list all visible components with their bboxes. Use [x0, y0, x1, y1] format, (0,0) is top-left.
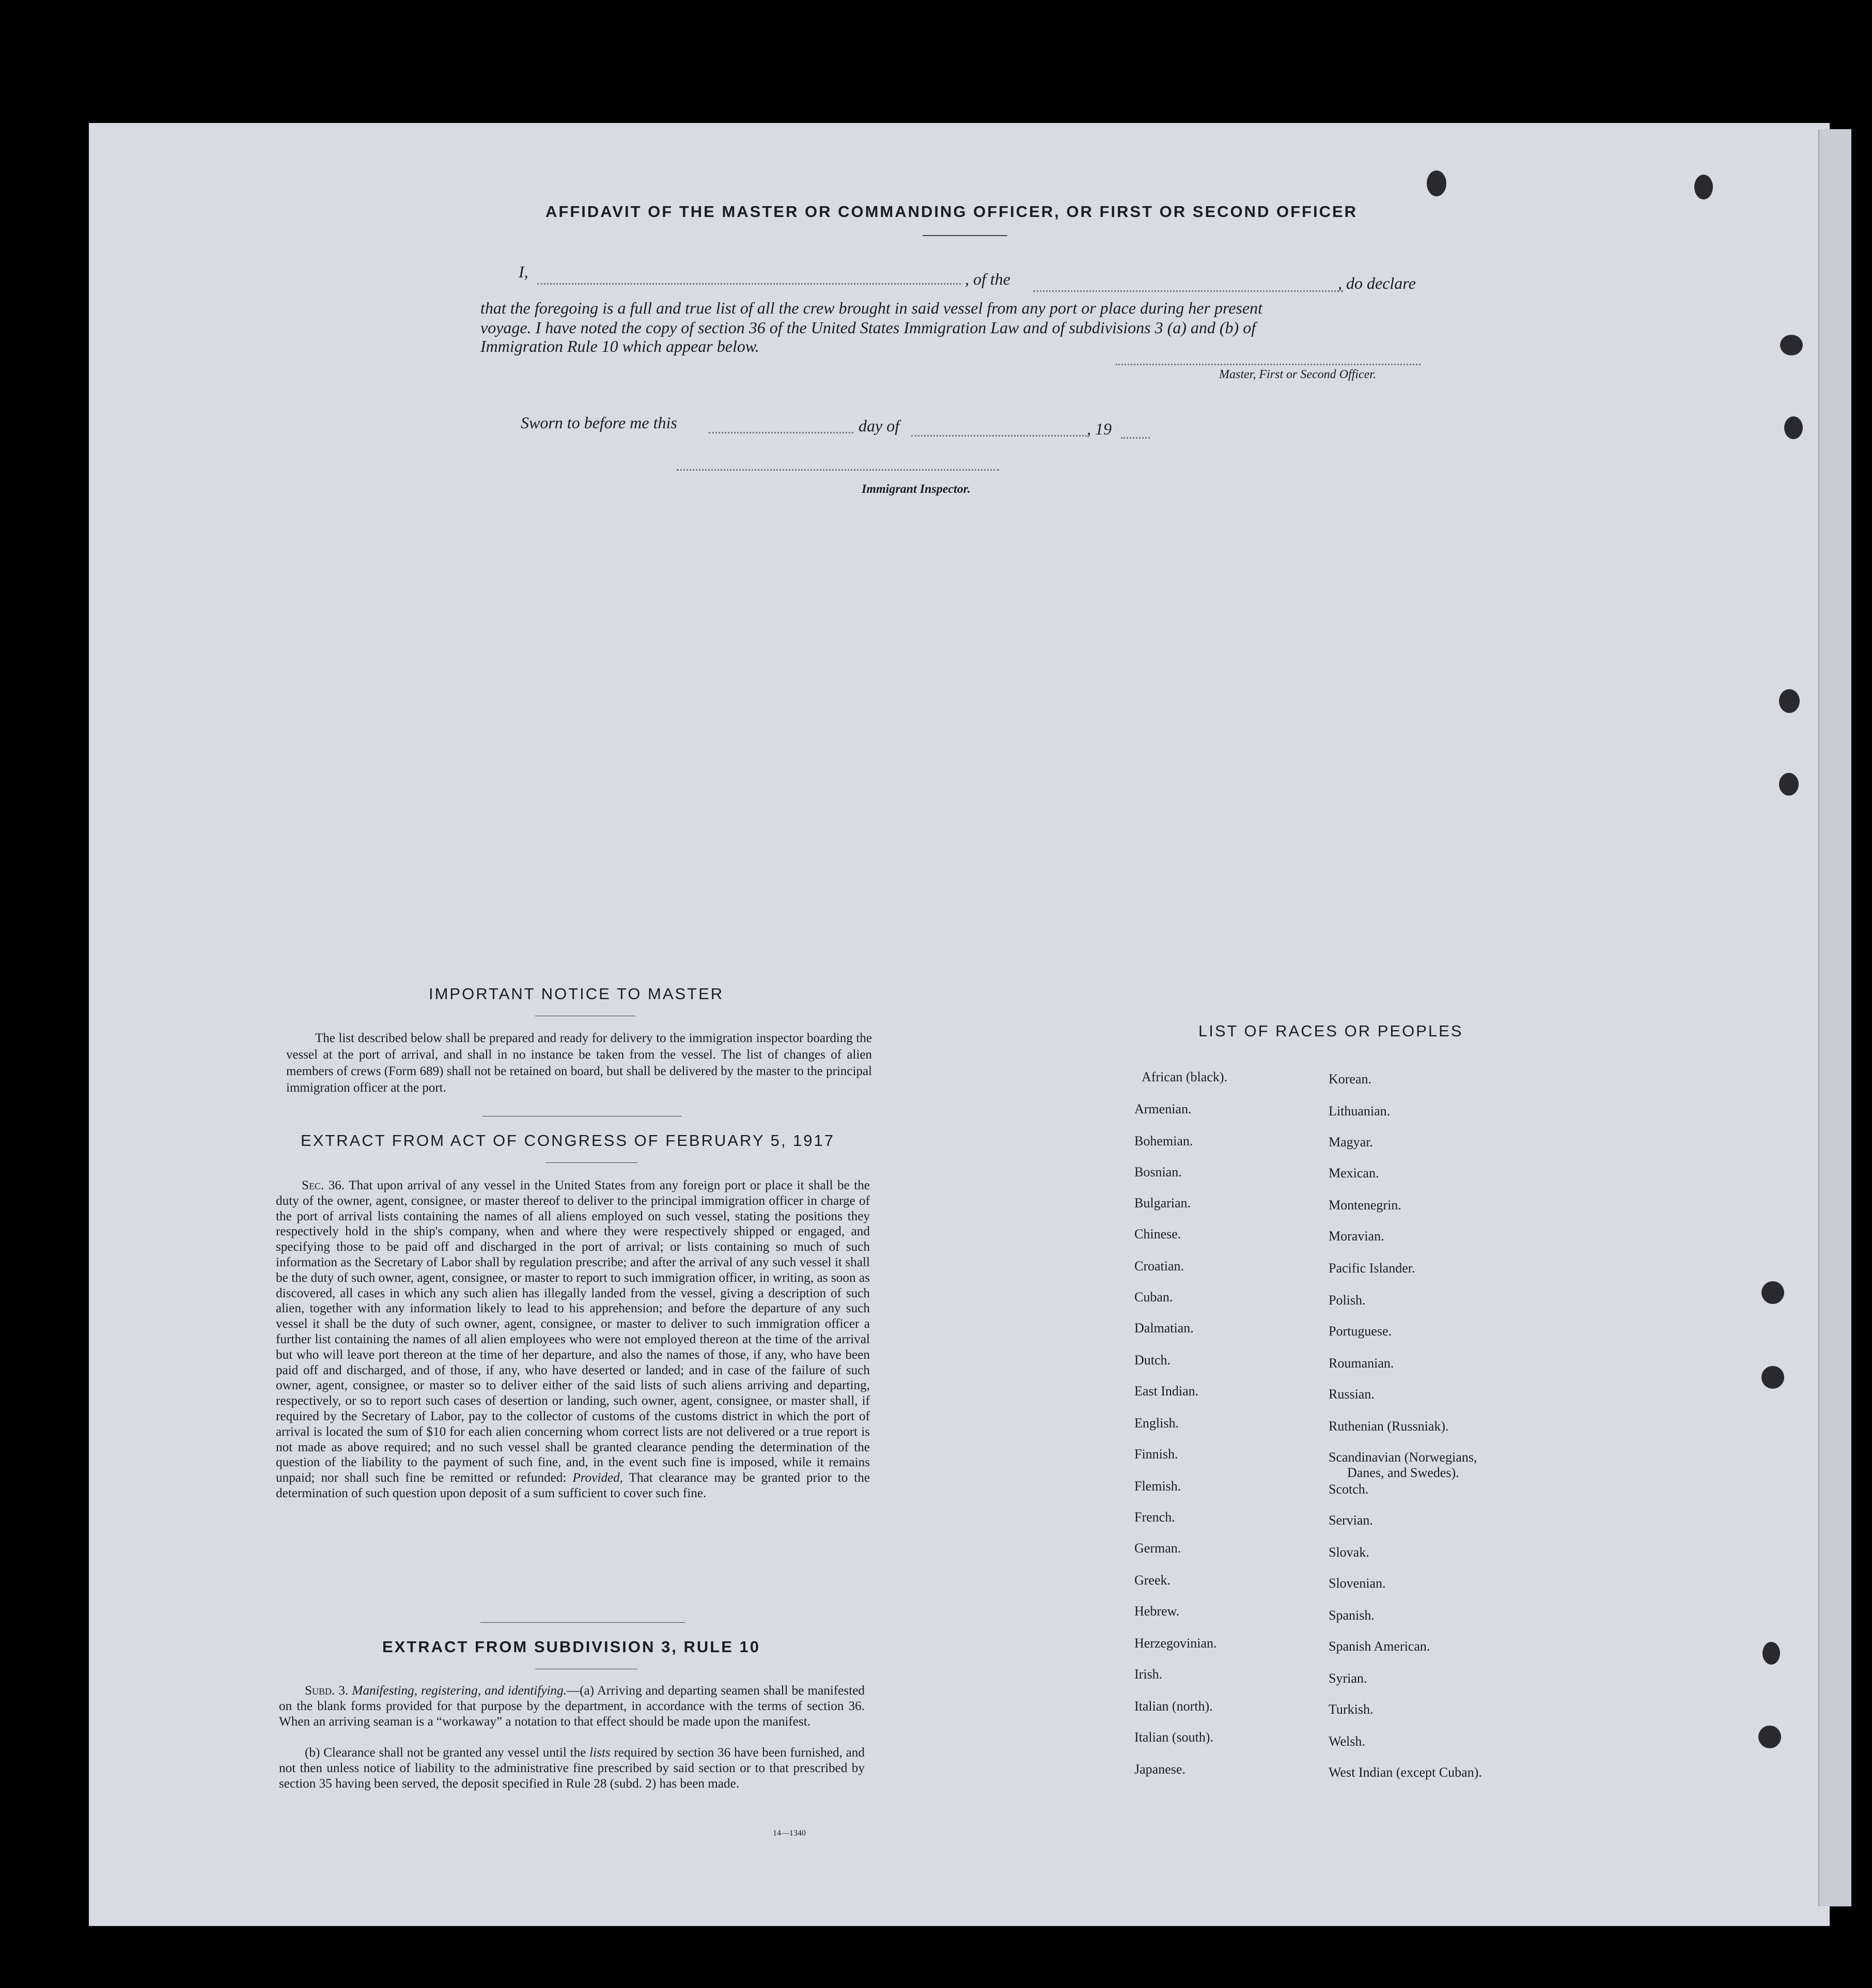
race-item: African (black). [1142, 1069, 1228, 1084]
race-item: Bulgarian. [1134, 1195, 1191, 1210]
act-section-text: That upon arrival of any vessel in the United States from any foreign port or place it shall be the duty of the owner, agent, consignee, or master thereof to deliver to the principal immigration officer in charge of the port of arrival lists containing the names of all aliens employed on such vessel, stating the positions they respectively hold in the ship's company, when and where they were respectively shipped or engaged, and specifying those to be paid off and discharged in the port of arrival; or lists containing so much of such information as the Secretary of Labor shall by regulation prescribe; and after the arrival of any such vessel it shall be the duty of such owner, agent, consignee, or master to report to such immigration officer, in writing, as soon as discovered, all cases in which any such alien has illegally landed from the vessel, giving a description of such alien, together with any information likely to lead to his apprehension; and before the departure of any such vessel it shall be the duty of such owner, agent, consignee, or master to deliver to such immigration officer a further list containing the names of all alien employees who were not employed thereon at the time of the arrival but who will leave port thereon at the time of her departure, and also the names of those, if any, who have been paid off and discharged, and of those, if any, who have deserted or landed; and in case of the failure of such owner, agent, consignee, or master so to deliver either of the said lists of such aliens arriving and departing, respectively, or so to report such cases of desertion or landing, such owner, agent, consignee, or master shall, if required by the Secretary of Labor, pay to the collector of customs of the customs district in which the port of arrival is located the sum of $10 for each alien concerning whom correct lists are not delivered or a true report is not made as above required; and no such vessel shall be granted clearance pending the determination of the question of the liability to the payment of such fine, and, in the event such fine is imposed, while it remains unpaid; nor shall such fine be remitted or refunded: [276, 1178, 870, 1485]
affidavit-line-2: that the foregoing is a full and true list of all the crew brought in said vessel from any port or place during her present [480, 299, 1262, 317]
race-item: Spanish American. [1329, 1639, 1430, 1654]
race-item: Chinese. [1134, 1226, 1181, 1241]
race-item: Spanish. [1329, 1608, 1375, 1623]
race-item: Russian. [1329, 1387, 1375, 1402]
race-item: Herzegovinian. [1134, 1636, 1217, 1651]
rule-title: EXTRACT FROM SUBDIVISION 3, RULE 10 [382, 1638, 760, 1656]
race-item: Hebrew. [1134, 1604, 1180, 1619]
rule-subd-label: Subd. 3. [305, 1684, 349, 1698]
race-item: Italian (north). [1134, 1699, 1213, 1714]
name-field[interactable] [537, 283, 961, 285]
affidavit-i: I, [519, 262, 528, 281]
act-title: EXTRACT FROM ACT OF CONGRESS OF FEBRUARY 5, 1917 [301, 1131, 835, 1150]
act-section-end: That clearance may be granted prior to the determination of such question upon deposit of a sum sufficient to cover such fine. [276, 1471, 870, 1500]
binder-hole [1427, 170, 1446, 196]
race-item: French. [1134, 1510, 1175, 1525]
binder-hole [1761, 1281, 1784, 1304]
binder-hole [1779, 689, 1800, 713]
race-item: Scandinavian (Norwegians, [1329, 1450, 1477, 1465]
race-item: Magyar. [1329, 1135, 1373, 1150]
act-section-label: Sec. 36. [302, 1178, 345, 1192]
rule-heading: Manifesting, registering, and identifying. [352, 1684, 567, 1698]
sworn-month-field[interactable] [911, 435, 1087, 437]
title-underline [923, 235, 1007, 236]
vessel-field[interactable] [1033, 290, 1343, 292]
rule-para-b [279, 1745, 865, 1791]
binder-hole [1780, 335, 1803, 355]
rule-b-text-1: Clearance shall not be granted any vessel until the [320, 1746, 590, 1760]
race-item: Roumanian. [1329, 1356, 1394, 1371]
year-prefix: , 19 [1087, 420, 1112, 438]
race-item: Scotch. [1329, 1482, 1369, 1497]
race-item: Danes, and Swedes). [1347, 1465, 1459, 1480]
rule-a-text: Arriving and departing seamen shall be manifested on the blank forms provided for that purpose by the department, in accordance with the terms of section 36. When an arriving seaman is a “workaway” a notation to that effect should be made upon the manifest. [279, 1684, 865, 1729]
rule-a-label: —(a) [567, 1684, 595, 1698]
race-item: Armenian. [1134, 1101, 1192, 1116]
race-item: Croatian. [1134, 1259, 1184, 1273]
race-item: Syrian. [1329, 1671, 1367, 1686]
master-signature-label: Master, First or Second Officer. [1219, 368, 1376, 381]
binder-hole [1779, 773, 1799, 796]
rule-b-lists: lists [589, 1746, 611, 1760]
act-body [276, 1178, 870, 1501]
race-item: Turkish. [1329, 1702, 1374, 1717]
race-item: Lithuanian. [1329, 1104, 1391, 1119]
race-item: Welsh. [1329, 1734, 1365, 1749]
race-item: Dutch. [1134, 1353, 1171, 1368]
race-item: Finnish. [1134, 1447, 1178, 1462]
race-item: Servian. [1329, 1513, 1373, 1528]
affidavit-do-declare: , do declare [1338, 274, 1416, 292]
binder-hole [1784, 416, 1803, 439]
race-item: Italian (south). [1134, 1730, 1214, 1745]
binder-hole [1761, 1366, 1784, 1389]
race-item: Irish. [1134, 1667, 1163, 1682]
race-item: Polish. [1329, 1293, 1366, 1308]
races-title: LIST OF RACES OR PEOPLES [1198, 1022, 1463, 1040]
form-number: 14—1340 [773, 1829, 806, 1838]
sworn-day-field[interactable] [709, 432, 853, 433]
inspector-label: Immigrant Inspector. [862, 483, 971, 496]
race-item: Pacific Islander. [1329, 1261, 1415, 1276]
inspector-signature-line[interactable] [677, 469, 999, 471]
race-item: Slovenian. [1329, 1576, 1386, 1591]
rule-para-a [279, 1683, 865, 1729]
race-item: East Indian. [1134, 1384, 1199, 1399]
act-underline [545, 1162, 637, 1163]
race-item: Korean. [1329, 1071, 1372, 1086]
race-item: German. [1134, 1541, 1181, 1556]
affidavit-title: AFFIDAVIT OF THE MASTER OR COMMANDING OFFICER, OR FIRST OR SECOND OFFICER [545, 203, 1358, 221]
race-item: Bohemian. [1134, 1133, 1193, 1148]
notice-title: IMPORTANT NOTICE TO MASTER [429, 985, 724, 1003]
race-item: Slovak. [1329, 1545, 1369, 1560]
master-signature-line[interactable] [1116, 364, 1421, 365]
race-item: Montenegrin. [1329, 1198, 1401, 1213]
day-of-label: day of [859, 416, 900, 435]
affidavit-of-the: , of the [965, 270, 1010, 288]
notice-body: The list described below shall be prepared and ready for delivery to the immigration inspector boarding the vessel at the port of arrival, and shall in no instance be taken from the vessel. The list of changes of alien members of crews (Form 689) shall not be retained on board, but shall be delivered by the master to the principal immigration officer at the port. [286, 1031, 872, 1095]
race-item: Mexican. [1329, 1166, 1379, 1181]
sworn-year-field[interactable] [1121, 437, 1150, 439]
race-item: Flemish. [1134, 1479, 1181, 1494]
document-page [89, 123, 1830, 1926]
page-edge [1818, 129, 1851, 1906]
act-divider [480, 1622, 685, 1623]
race-item: English. [1134, 1416, 1179, 1431]
race-item: Greek. [1134, 1573, 1171, 1588]
race-item: Bosnian. [1134, 1164, 1182, 1179]
race-item: Dalmatian. [1134, 1321, 1194, 1335]
binder-hole [1758, 1726, 1781, 1748]
rule-b-text-2: required by section 36 have been furnished, and not then unless notice of liability to the administrative fine prescribed by said section or to that prescribed by section 35 having been served, the deposit specified in Rule 28 (subd. 2) has been made. [279, 1746, 865, 1791]
affidavit-line-3: voyage. I have noted the copy of section 36 of the United States Immigration Law and of subdivisions 3 (a) and (b) of [480, 318, 1256, 337]
race-item: Japanese. [1134, 1762, 1185, 1777]
binder-hole [1694, 175, 1713, 199]
race-item: West Indian (except Cuban). [1329, 1765, 1482, 1780]
sworn-label: Sworn to before me this [521, 413, 677, 432]
race-item: Portuguese. [1329, 1324, 1392, 1339]
affidavit-line-4: Immigration Rule 10 which appear below. [480, 337, 759, 355]
race-item: Cuban. [1134, 1290, 1173, 1304]
race-item: Moravian. [1329, 1229, 1384, 1244]
race-item: Ruthenian (Russniak). [1329, 1419, 1449, 1434]
binder-hole [1762, 1642, 1780, 1665]
act-provided: Provided, [572, 1471, 623, 1485]
rule-b-label: (b) [305, 1746, 320, 1760]
